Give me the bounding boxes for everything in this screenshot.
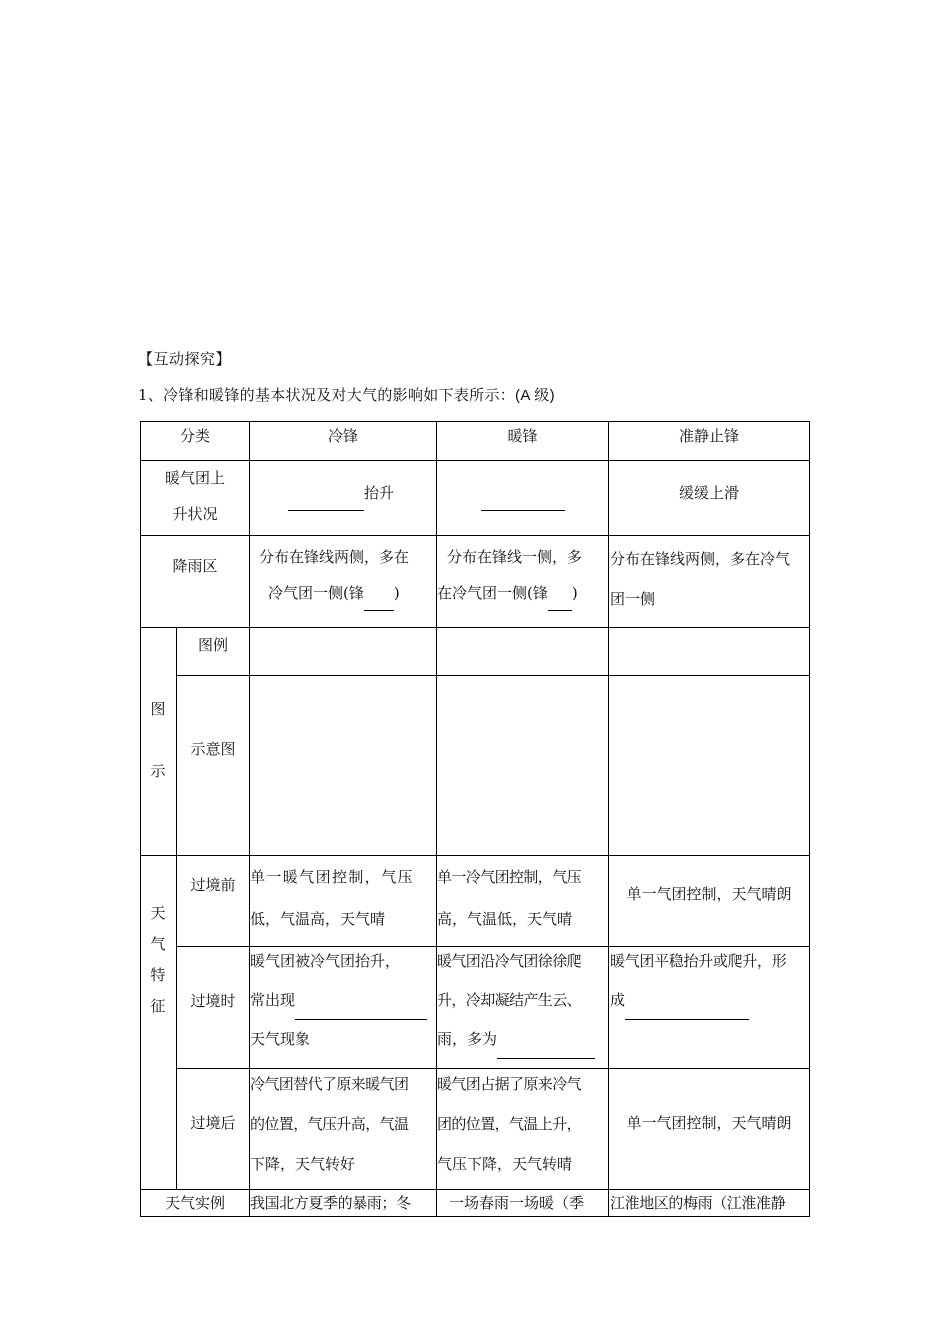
level-tag: (A 级) bbox=[515, 387, 555, 404]
weather-group-char: 天 bbox=[150, 904, 166, 922]
example-stationary: 江淮地区的梅雨（江淮准静 bbox=[610, 1194, 786, 1212]
rise-label bbox=[141, 460, 249, 532]
rain-warm-line2-end: ) bbox=[571, 584, 578, 602]
before-cold-line2: 低，气温高，天气晴 bbox=[250, 910, 386, 928]
rain-warm-line2-text: 在冷气团一侧(锋 bbox=[437, 584, 548, 602]
diagram-group-char: 示 bbox=[150, 762, 166, 780]
rain-cold-line1: 分布在锋线两侧，多在 bbox=[259, 548, 410, 566]
answer-blank[interactable] bbox=[364, 588, 394, 611]
after-stationary: 单一气团控制，天气晴朗 bbox=[626, 1114, 792, 1132]
before-label: 过境前 bbox=[190, 876, 236, 894]
before-cold bbox=[250, 856, 436, 940]
during-cold-line2 bbox=[250, 981, 436, 1020]
weather-group-label bbox=[143, 898, 173, 1022]
intro-text: 1、冷锋和暖锋的基本状况及对大气的影响如下表所示： bbox=[138, 386, 516, 404]
weather-group-char: 气 bbox=[150, 935, 166, 953]
rise-cold-suffix: 抬升 bbox=[364, 484, 395, 502]
during-cold-line2-text: 常出现 bbox=[250, 991, 296, 1009]
example-label: 天气实例 bbox=[164, 1194, 225, 1212]
rain-label: 降雨区 bbox=[172, 557, 218, 575]
rain-cold bbox=[259, 539, 437, 611]
example-warm: 一场春雨一场暖（季 bbox=[449, 1194, 585, 1212]
during-stationary bbox=[610, 942, 810, 1020]
during-warm-line3 bbox=[437, 1020, 609, 1059]
during-warm bbox=[437, 942, 609, 1059]
rise-label-line2: 升状况 bbox=[172, 505, 218, 523]
sketch-label: 示意图 bbox=[190, 740, 236, 758]
weather-group-char: 征 bbox=[150, 997, 166, 1015]
after-warm-line1: 暖气团占据了原来冷气 bbox=[437, 1075, 582, 1093]
during-warm-line3-text: 雨，多为 bbox=[437, 1030, 498, 1048]
before-warm-line1: 单一冷气团控制，气压 bbox=[437, 868, 582, 886]
legend-label: 图例 bbox=[197, 636, 228, 654]
after-warm-line2: 团的位置，气温上升， bbox=[437, 1115, 582, 1133]
rain-stationary bbox=[610, 539, 810, 619]
weather-group-char: 特 bbox=[150, 966, 166, 984]
table-rule bbox=[140, 535, 810, 536]
during-cold-line3: 天气现象 bbox=[250, 1030, 311, 1048]
during-cold bbox=[250, 942, 436, 1059]
rain-cold-line2-end: ) bbox=[393, 584, 400, 602]
rise-stationary: 缓缓上滑 bbox=[678, 484, 739, 502]
header-warm-front: 暖锋 bbox=[507, 427, 538, 445]
after-cold-line3: 下降，天气转好 bbox=[250, 1155, 356, 1173]
header-category: 分类 bbox=[179, 427, 210, 445]
diagram-group-label bbox=[143, 694, 173, 787]
answer-blank[interactable] bbox=[548, 588, 572, 611]
answer-blank[interactable] bbox=[288, 488, 364, 511]
after-cold-line1: 冷气团替代了原来暖气团 bbox=[250, 1075, 409, 1093]
after-cold-line2: 的位置，气压升高，气温 bbox=[250, 1115, 409, 1133]
section-heading: 【互动探究】 bbox=[138, 350, 232, 368]
after-warm bbox=[437, 1064, 609, 1184]
rain-warm-line2 bbox=[437, 575, 608, 611]
table-rule bbox=[140, 421, 141, 1217]
during-stationary-line2 bbox=[610, 981, 810, 1020]
before-warm-line2: 高，气温低，天气晴 bbox=[437, 910, 573, 928]
answer-blank[interactable] bbox=[625, 997, 749, 1020]
diagram-group-char: 图 bbox=[150, 700, 166, 718]
example-cold: 我国北方夏季的暴雨；冬 bbox=[250, 1194, 411, 1212]
before-stationary: 单一气团控制，天气晴朗 bbox=[626, 885, 792, 903]
during-cold-line1: 暖气团被冷气团抬升， bbox=[250, 952, 401, 970]
after-label: 过境后 bbox=[190, 1114, 236, 1132]
header-cold-front: 冷锋 bbox=[327, 427, 358, 445]
rain-warm-line1: 分布在锋线一侧，多 bbox=[447, 548, 583, 566]
rain-stationary-line1: 分布在锋线两侧，多在冷气 bbox=[610, 550, 791, 568]
before-warm bbox=[437, 856, 609, 940]
header-stationary-front: 准静止锋 bbox=[678, 427, 739, 445]
rise-label-line1: 暖气团上 bbox=[164, 469, 225, 487]
during-label: 过境时 bbox=[190, 992, 236, 1010]
answer-blank[interactable] bbox=[497, 1036, 595, 1059]
during-warm-line1: 暖气团沿冷气团徐徐爬 bbox=[437, 952, 582, 970]
during-stationary-line1: 暖气团平稳抬升或爬升，形 bbox=[610, 952, 787, 970]
rain-warm bbox=[437, 539, 608, 611]
rain-stationary-line2: 团一侧 bbox=[610, 590, 656, 608]
table-rule bbox=[176, 675, 810, 676]
rain-cold-line2 bbox=[259, 575, 437, 611]
during-stationary-line2-text: 成 bbox=[610, 991, 626, 1009]
answer-blank[interactable] bbox=[481, 488, 565, 511]
answer-blank[interactable] bbox=[295, 997, 427, 1020]
after-cold bbox=[250, 1064, 436, 1184]
rise-warm bbox=[481, 475, 571, 511]
before-cold-line1: 单一暖气团控制，气压 bbox=[250, 868, 415, 886]
during-warm-line2: 升，冷却凝结产生云、 bbox=[437, 991, 582, 1009]
question-intro bbox=[138, 384, 555, 405]
after-warm-line3: 气压下降，天气转晴 bbox=[437, 1155, 573, 1173]
rain-cold-line2-text: 冷气团一侧(锋 bbox=[268, 584, 364, 602]
rise-cold bbox=[288, 475, 428, 511]
